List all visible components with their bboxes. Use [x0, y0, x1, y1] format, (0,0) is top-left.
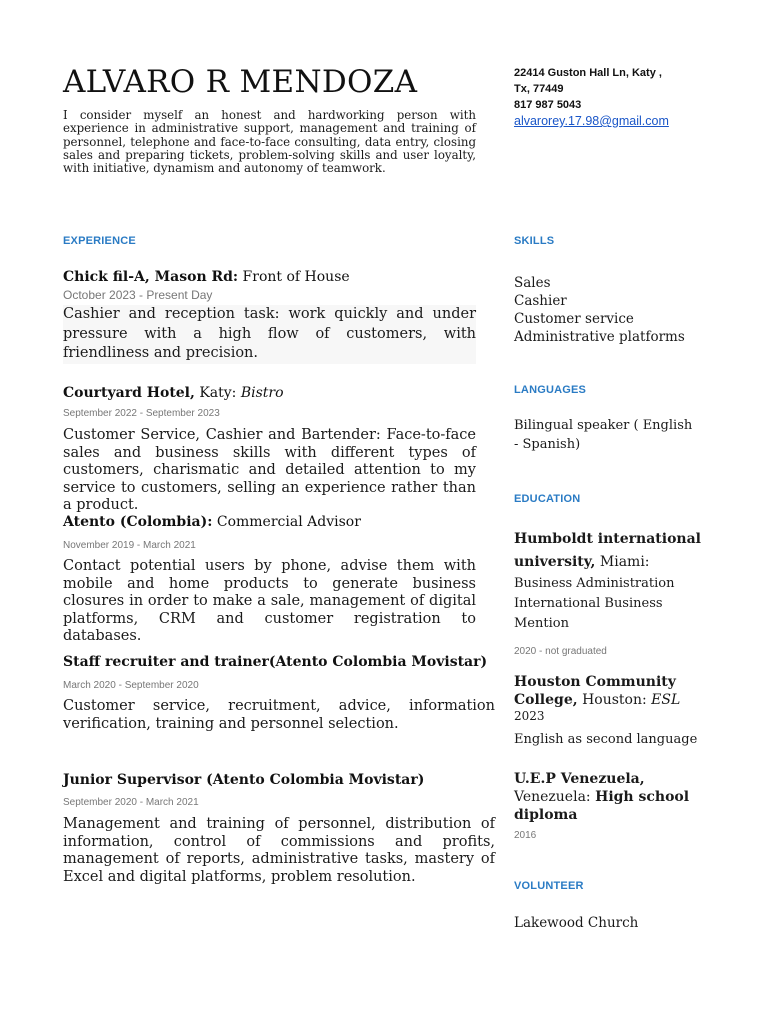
job-dates: March 2020 - September 2020	[63, 680, 199, 691]
skill-item: Administrative platforms	[514, 329, 685, 345]
job-location: Katy:	[199, 385, 237, 401]
school-location: Miami:	[599, 554, 650, 570]
school-location: Venezuela:	[514, 789, 591, 805]
school-location: Houston:	[582, 692, 647, 708]
education-program: Business Administration International Business Mention	[514, 576, 675, 631]
job-title-courtyard	[63, 383, 483, 403]
job-employer: Chick fil-A, Mason Rd:	[63, 269, 239, 285]
education-entry-hcc	[514, 673, 714, 749]
job-description: Customer service, recruitment, advice, information verification, training and personnel selection.	[63, 698, 495, 732]
skill-item: Cashier	[514, 293, 567, 309]
education-program: ESL	[651, 692, 681, 708]
address-line-1: 22414 Guston Hall Ln, Katy ,	[514, 67, 662, 79]
experience-heading: EXPERIENCE	[63, 235, 136, 247]
job-dates: October 2023 - Present Day	[63, 288, 213, 302]
education-dates: 2016	[514, 830, 537, 841]
job-employer: Junior Supervisor (Atento Colombia Movistar)	[63, 772, 425, 788]
address-line-2: Tx, 77449	[514, 83, 564, 95]
job-employer: Atento (Colombia):	[63, 514, 213, 530]
skills-heading: SKILLS	[514, 235, 555, 247]
job-title-supervisor	[63, 770, 503, 790]
skill-item: Customer service	[514, 311, 634, 327]
school-name: Houston Community College,	[514, 674, 676, 708]
education-note: English as second language	[514, 732, 698, 747]
phone-number: 817 987 5043	[514, 99, 582, 111]
education-heading: EDUCATION	[514, 493, 581, 505]
email-link[interactable]: alvarorey.17.98@gmail.com	[514, 114, 669, 128]
job-role: Bistro	[240, 385, 284, 401]
job-employer: Courtyard Hotel,	[63, 385, 195, 401]
education-program: High school diploma	[514, 789, 690, 823]
job-description: Contact potential users by phone, advise them with mobile and home products to generate business closures in order to make a sale, management of digital platforms, CRM and customer registration to databases.	[63, 558, 476, 644]
languages-text: Bilingual speaker ( English - Spanish)	[514, 418, 693, 452]
job-description: Management and training of personnel, distribution of information, control of commissions and profits, management of reports, administrative tasks, mastery of Excel and digital platforms, problem resolution.	[63, 816, 495, 885]
job-dates: September 2022 - September 2023	[63, 408, 220, 419]
education-entry-humboldt	[514, 528, 704, 657]
school-name: U.E.P Venezuela,	[514, 771, 645, 787]
job-employer: Staff recruiter and trainer(Atento Colombia Movistar)	[63, 654, 488, 670]
job-title-chickfila	[63, 267, 483, 287]
school-name: Humboldt international university,	[514, 531, 701, 570]
job-role: Front of House	[242, 269, 350, 285]
contact-block	[514, 65, 714, 113]
education-dates: 2020 - not graduated	[514, 646, 607, 657]
education-dates: 2023	[514, 709, 545, 723]
job-dates: September 2020 - March 2021	[63, 797, 199, 808]
job-description: Customer Service, Cashier and Bartender: Face-to-face sales and business skills with different types of customers, charismatic and detailed attention to my service to customers, selling an experience rather than a product.	[63, 427, 476, 513]
job-description: Cashier and reception task: work quickly and under pressure with a high flow of customers, with friendliness and precision.	[63, 305, 476, 364]
skill-item: Sales	[514, 275, 551, 291]
summary-text: I consider myself an honest and hardworking person with experience in administrative support, management and training of personnel, telephone and face-to-face consulting, data entry, closing sales and preparing tickets, problem-solving skills and user loyalty, with initiative, dynamism and autonomy of teamwork.	[63, 108, 476, 176]
languages-heading: LANGUAGES	[514, 384, 587, 396]
job-dates: November 2019 - March 2021	[63, 540, 196, 551]
volunteer-text: Lakewood Church	[514, 915, 639, 931]
education-entry-uep	[514, 770, 694, 841]
volunteer-heading: VOLUNTEER	[514, 880, 584, 892]
job-role: Commercial Advisor	[216, 514, 361, 530]
skills-list	[514, 274, 734, 346]
job-title-atento	[63, 512, 483, 532]
job-title-recruiter	[63, 652, 503, 672]
resume-name: ALVARO R MENDOZA	[63, 64, 418, 100]
